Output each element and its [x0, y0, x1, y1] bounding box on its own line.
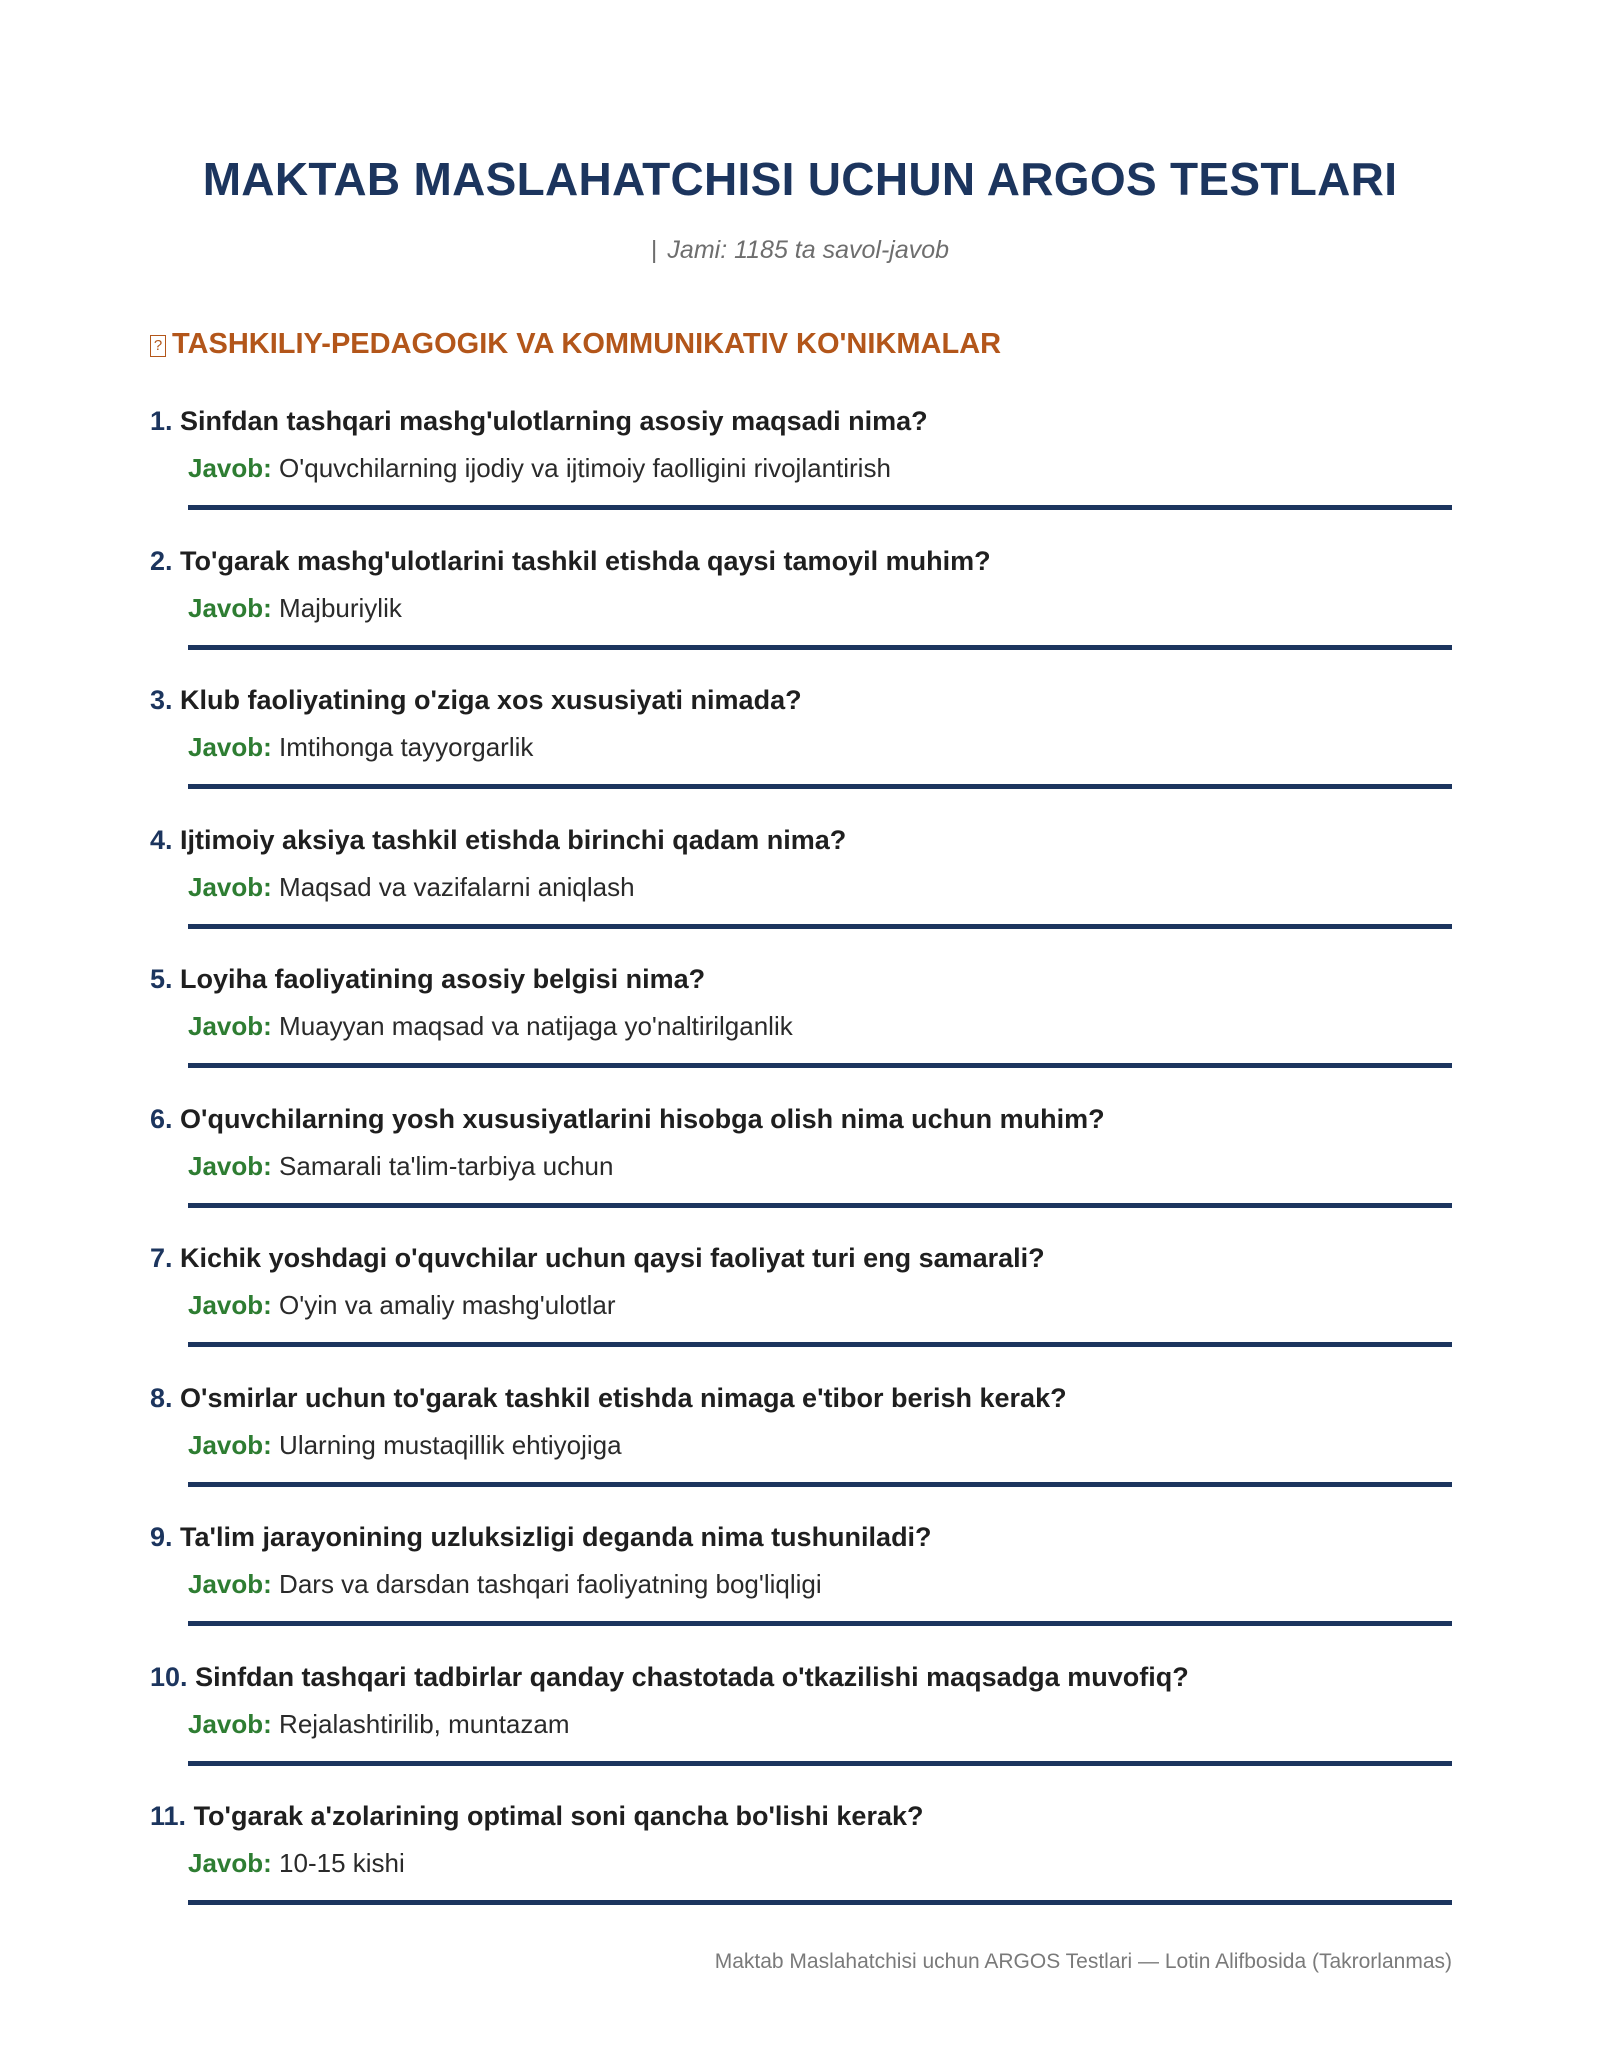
qa-item [0, 406, 1600, 545]
divider [188, 1063, 1452, 1068]
answer [188, 1569, 822, 1600]
answer-text: Samarali ta'lim-tarbiya uchun [279, 1151, 614, 1181]
divider [188, 784, 1452, 789]
question-text: Loyiha faoliyatining asosiy belgisi nima? [180, 964, 706, 994]
question-text: O'quvchilarning yosh xususiyatlarini hisobga olish nima uchun muhim? [180, 1104, 1105, 1134]
question-number: 4. [150, 825, 173, 855]
question-text: Kichik yoshdagi o'quvchilar uchun qaysi faoliyat turi eng samarali? [180, 1243, 1045, 1273]
question [150, 1104, 1105, 1135]
answer [188, 1290, 616, 1321]
answer-text: Rejalashtirilib, muntazam [279, 1709, 570, 1739]
question-number: 5. [150, 964, 173, 994]
answer [188, 1848, 405, 1879]
answer-label: Javob: [188, 1709, 272, 1739]
question-number: 1. [150, 406, 173, 436]
answer-text: Ularning mustaqillik ehtiyojiga [279, 1430, 622, 1460]
divider [188, 645, 1452, 650]
divider [188, 505, 1452, 510]
divider [188, 1203, 1452, 1208]
qa-item [0, 1801, 1600, 1940]
answer-text: 10-15 kishi [279, 1848, 405, 1878]
qa-item [0, 546, 1600, 685]
question-text: Sinfdan tashqari mashg'ulotlarning asosiy maqsadi nima? [180, 406, 928, 436]
question-text: To'garak a'zolarining optimal soni qancha bo'lishi kerak? [193, 1801, 924, 1831]
answer-label: Javob: [188, 1848, 272, 1878]
question-text: Ijtimoiy aksiya tashkil etishda birinchi qadam nima? [180, 825, 847, 855]
answer [188, 453, 891, 484]
qa-item [0, 1104, 1600, 1243]
answer-text: Imtihonga tayyorgarlik [279, 732, 534, 762]
question [150, 685, 802, 716]
answer-text: Dars va darsdan tashqari faoliyatning bog'liqligi [279, 1569, 822, 1599]
qa-item [0, 1522, 1600, 1661]
question [150, 1801, 923, 1832]
question [150, 1662, 1189, 1693]
qa-item [0, 1383, 1600, 1522]
qa-item [0, 964, 1600, 1103]
question [150, 1243, 1045, 1274]
answer [188, 732, 533, 763]
question [150, 825, 846, 856]
answer [188, 593, 402, 624]
divider [188, 1621, 1452, 1626]
answer-label: Javob: [188, 1430, 272, 1460]
subtitle-text: Jami: 1185 ta savol-javob [667, 236, 950, 264]
question-number: 7. [150, 1243, 173, 1273]
question-text: Sinfdan tashqari tadbirlar qanday chastotada o'tkazilishi maqsadga muvofiq? [195, 1662, 1189, 1692]
divider [188, 1900, 1452, 1905]
question-number: 2. [150, 546, 173, 576]
answer-label: Javob: [188, 593, 272, 623]
answer [188, 872, 635, 903]
answer-label: Javob: [188, 1011, 272, 1041]
page-title: MAKTAB MASLAHATCHISI UCHUN ARGOS TESTLARI [202, 153, 1398, 205]
question-number: 8. [150, 1383, 173, 1413]
section-heading-text: TASHKILIY-PEDAGOGIK VA KOMMUNIKATIV KO'NIKMALAR [172, 328, 1002, 360]
question-text: O'smirlar uchun to'garak tashkil etishda nimaga e'tibor berish kerak? [180, 1383, 1067, 1413]
answer-label: Javob: [188, 1569, 272, 1599]
question-text: Ta'lim jarayonining uzluksizligi deganda nima tushuniladi? [180, 1522, 932, 1552]
answer-label: Javob: [188, 872, 272, 902]
answer [188, 1430, 622, 1461]
question [150, 1383, 1067, 1414]
answer [188, 1709, 570, 1740]
qa-item [0, 1662, 1600, 1801]
question-number: 9. [150, 1522, 173, 1552]
divider [188, 1761, 1452, 1766]
subtitle-separator: | [650, 236, 658, 264]
question [150, 1522, 932, 1553]
question-text: Klub faoliyatining o'ziga xos xususiyati nimada? [180, 685, 802, 715]
question-number: 11. [150, 1801, 187, 1831]
qa-item [0, 685, 1600, 824]
missing-glyph-icon: ? [150, 335, 166, 357]
question-number: 10. [150, 1662, 188, 1692]
question [150, 406, 928, 437]
section-heading [150, 328, 1001, 361]
page-subtitle [0, 236, 1600, 265]
answer-label: Javob: [188, 1290, 272, 1320]
page-footer: Maktab Maslahatchisi uchun ARGOS Testlari — Lotin Alifbosida (Takrorlanmas) [714, 1950, 1452, 1973]
question-number: 3. [150, 685, 173, 715]
answer-text: O'yin va amaliy mashg'ulotlar [279, 1290, 616, 1320]
answer-text: O'quvchilarning ijodiy va ijtimoiy faolligini rivojlantirish [279, 453, 891, 483]
answer-text: Muayyan maqsad va natijaga yo'naltirilganlik [279, 1011, 793, 1041]
qa-item [0, 825, 1600, 964]
question [150, 964, 705, 995]
question [150, 546, 991, 577]
answer [188, 1011, 793, 1042]
divider [188, 1482, 1452, 1487]
answer-label: Javob: [188, 732, 272, 762]
answer [188, 1151, 613, 1182]
answer-text: Maqsad va vazifalarni aniqlash [279, 872, 635, 902]
qa-item [0, 1243, 1600, 1382]
question-number: 6. [150, 1104, 173, 1134]
divider [188, 1342, 1452, 1347]
answer-label: Javob: [188, 453, 272, 483]
divider [188, 924, 1452, 929]
answer-text: Majburiylik [279, 593, 402, 623]
answer-label: Javob: [188, 1151, 272, 1181]
question-text: To'garak mashg'ulotlarini tashkil etishda qaysi tamoyil muhim? [180, 546, 991, 576]
